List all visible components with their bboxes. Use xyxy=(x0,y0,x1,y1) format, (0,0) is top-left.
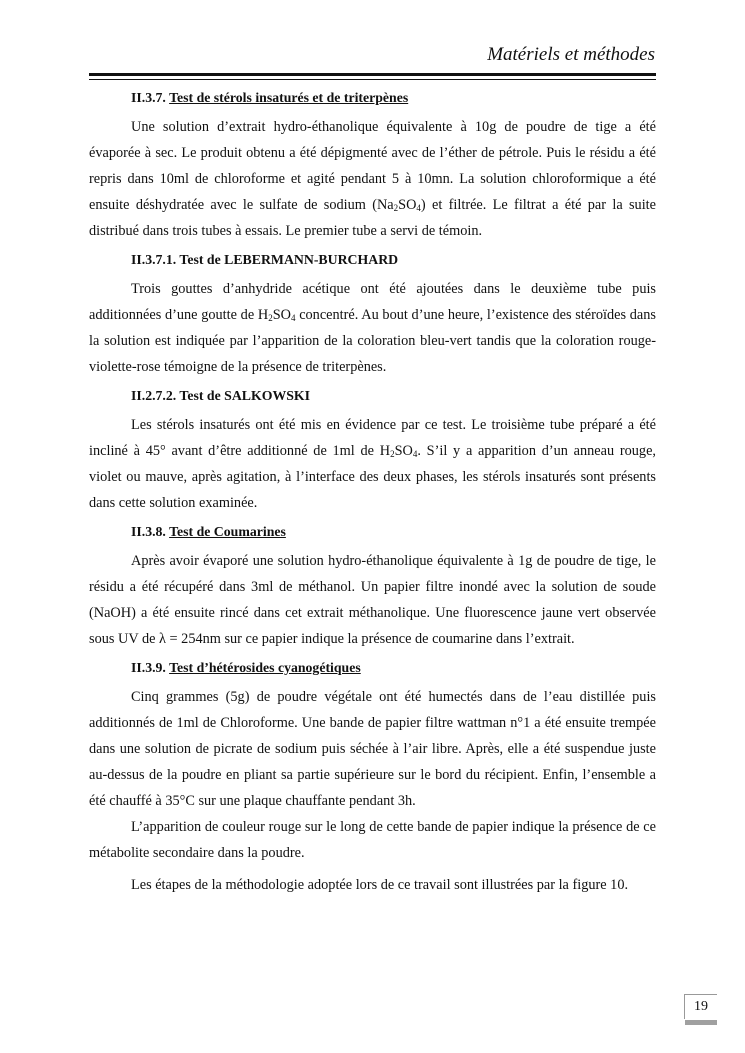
heading-coumarines xyxy=(89,522,656,542)
page-header-title: Matériels et méthodes xyxy=(487,44,655,65)
heading-number: II.3.8. xyxy=(131,524,166,539)
heading-number: II.3.7. xyxy=(131,90,166,105)
header-rule-thin xyxy=(89,79,656,80)
heading-text: Test d’hétérosides cyanogétiques xyxy=(169,660,361,675)
heading-salkowski: II.2.7.2. Test de SALKOWSKI xyxy=(131,388,311,403)
paragraph-salkowski: Les stérols insaturés ont été mis en évidence par ce test. Le troisième tube préparé a été incliné à 45° avant d’être additionné de 1ml de $H_2SO_4$. S’il y a apparition d’un anneau rouge, violet ou mauve, après agitation, à l’interface des deux phases, les stérols insaturés sont présents dans cette solution examinée. xyxy=(89,417,656,511)
header-rule-thick xyxy=(89,73,656,76)
paragraph-heterosides-1: Cinq grammes (5g) de poudre végétale ont été humectés dans de l’eau distillée puis additionnés de 1ml de Chloroforme. Une bande de papier filtre wattman n°1 a été ensuite trempée dans une solution de picrate de sodium puis séchée à l’air libre. Après, elle a été suspendue juste au-dessus de la poudre en pliant sa partie supérieure sur le bord du récipient. Enfin, l’ensemble a été chauffé à 35°C sur une plaque chauffante pendant 3h. xyxy=(89,689,656,809)
heading-lebermann-burchard: II.3.7.1. Test de LEBERMANN-BURCHARD xyxy=(131,252,399,267)
heading-heterosides-cyanogetiques xyxy=(89,658,656,678)
heading-sterols-triterpenes xyxy=(89,88,656,108)
paragraph-sterols: Une solution d’extrait hydro-éthanolique équivalente à 10g de poudre de tige a été évaporée à sec. Le produit obtenu a été dépigmenté avec de l’éther de pétrole. Puis le résidu a été repris dans 10ml de chloroforme et agité pendant 5 à 10mn. La solution chloroformique a été ensuite déshydratée avec le sulfate de sodium $(Na_2SO_4)$ et filtrée. Le filtrat a été par la suite distribué dans trois tubes à essais. Le premier tube a servi de témoin. xyxy=(89,119,656,239)
paragraph-lebermann-burchard: Trois gouttes d’anhydride acétique ont été ajoutées dans le deuxième tube puis additionnées d’une goutte de $H_2SO_4$ concentré. Au bout d’une heure, l’existence des stéroïdes dans la solution est indiquée par l’apparition de la coloration bleu-vert tandis que la coloration rouge-violette-rose témoigne de la présence de triterpènes. xyxy=(89,281,656,375)
paragraph-figure-reference: Les étapes de la méthodologie adoptée lors de ce travail sont illustrées par la figure 10. xyxy=(131,877,629,893)
paragraph-coumarines: Après avoir évaporé une solution hydro-éthanolique équivalente à 1g de poudre de tige, le résidu a été récupéré dans 3ml de méthanol. Un papier filtre inondé avec la solution de soude (NaOH) a été ensuite rincé dans cet extrait méthanolique. Une fluorescence jaune vert observée sous UV de λ = 254nm sur ce papier indique la présence de coumarine dans l’extrait. xyxy=(89,553,656,647)
page-number: 19 xyxy=(684,994,717,1019)
page-number-bar xyxy=(685,1020,717,1025)
heading-text: Test de stérols insaturés et de triterpènes xyxy=(169,90,409,105)
heading-text: Test de Coumarines xyxy=(169,524,286,539)
heading-number: II.3.9. xyxy=(131,660,166,675)
paragraph-heterosides-2: L’apparition de couleur rouge sur le long de cette bande de papier indique la présence de ce métabolite secondaire dans la poudre. xyxy=(89,819,656,861)
document-body xyxy=(89,88,656,898)
